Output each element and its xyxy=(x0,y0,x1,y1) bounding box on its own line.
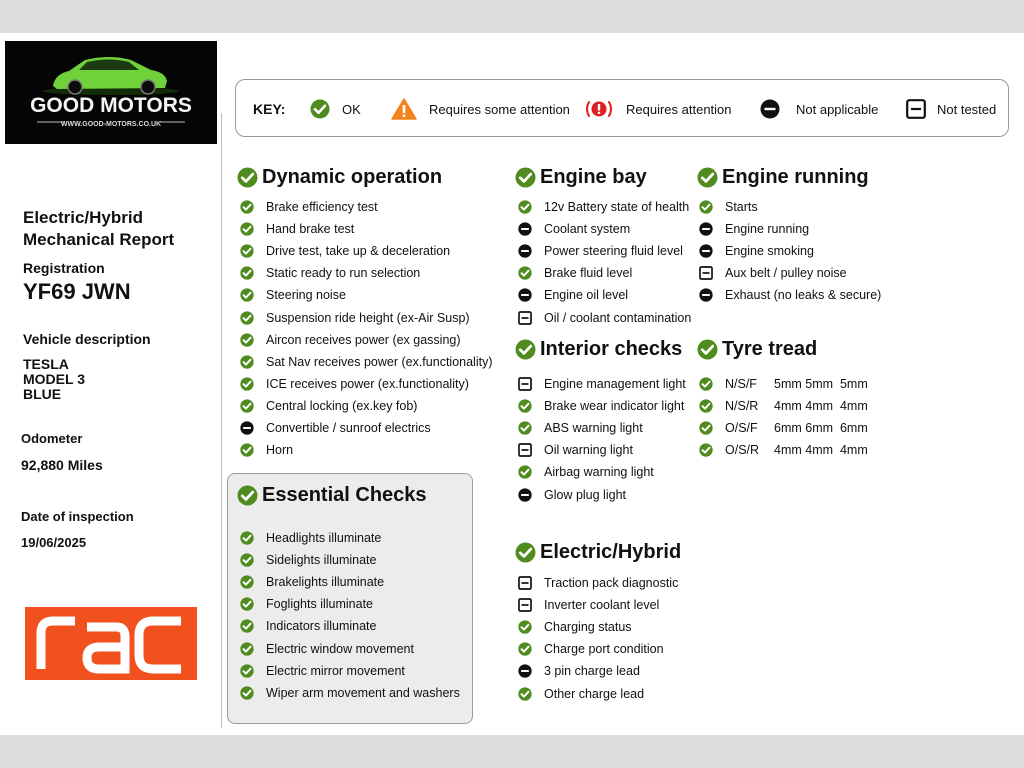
vehicle-colour: BLUE xyxy=(23,386,62,402)
not-tested-icon xyxy=(518,576,540,590)
check-label: Sidelights illuminate xyxy=(266,553,377,568)
check-row xyxy=(240,306,492,328)
engine-bay-list xyxy=(518,196,691,329)
tread-depth-values: 4mm 4mm 4mm xyxy=(774,399,868,414)
check-icon xyxy=(240,619,262,633)
check-row xyxy=(518,660,678,682)
check-row xyxy=(240,395,492,417)
check-row xyxy=(240,660,460,682)
check-row xyxy=(240,240,492,262)
inspection-date-label: Date of inspection xyxy=(21,509,134,524)
check-label: Glow plug light xyxy=(544,487,626,502)
check-row xyxy=(240,571,460,593)
check-row xyxy=(240,549,460,571)
column-divider xyxy=(221,113,222,728)
not-tested-icon xyxy=(518,443,540,457)
check-icon xyxy=(240,399,262,413)
electric-hybrid-title: Electric/Hybrid xyxy=(515,541,681,564)
check-label: Exhaust (no leaks & secure) xyxy=(725,288,882,303)
engine-running-list xyxy=(699,196,881,306)
check-label: Headlights illuminate xyxy=(266,531,382,546)
check-row xyxy=(518,395,686,417)
brand-text: GOOD MOTORS xyxy=(30,94,192,117)
check-icon xyxy=(240,288,262,302)
check-label: Drive test, take up & deceleration xyxy=(266,244,451,259)
check-icon xyxy=(699,421,721,435)
not-applicable-icon xyxy=(518,664,540,678)
vehicle-model: MODEL 3 xyxy=(23,371,85,387)
check-label: 3 pin charge lead xyxy=(544,664,640,679)
check-label: Starts xyxy=(725,200,758,215)
check-row xyxy=(699,240,881,262)
check-row xyxy=(240,373,492,395)
check-row xyxy=(518,306,691,328)
check-row xyxy=(699,196,881,218)
check-icon xyxy=(518,266,540,280)
not-applicable-icon xyxy=(240,421,262,435)
check-label: Static ready to run selection xyxy=(266,266,421,281)
check-label: Foglights illuminate xyxy=(266,597,373,612)
check-label: Convertible / sunroof electrics xyxy=(266,420,431,435)
check-icon xyxy=(240,311,262,325)
good-motors-logo xyxy=(5,41,217,144)
check-icon xyxy=(518,399,540,413)
key-attention-label: Requires attention xyxy=(626,101,732,117)
check-icon xyxy=(240,664,262,678)
check-row xyxy=(518,682,678,704)
check-icon xyxy=(240,222,262,236)
check-icon xyxy=(240,333,262,347)
check-label: ABS warning light xyxy=(544,421,643,436)
essential-checks-title: Essential Checks xyxy=(237,484,427,507)
vehicle-description-label: Vehicle description xyxy=(23,331,151,347)
check-row xyxy=(518,284,691,306)
not-applicable-icon xyxy=(518,488,540,502)
check-row xyxy=(518,262,691,284)
check-row xyxy=(240,593,460,615)
not-tested-icon xyxy=(518,377,540,391)
tread-depth-values: 6mm 6mm 6mm xyxy=(774,421,868,436)
check-label: Charge port condition xyxy=(544,642,664,657)
rac-logo xyxy=(25,607,197,680)
check-icon xyxy=(515,167,536,188)
warning-icon xyxy=(391,98,417,120)
key-some-attention xyxy=(391,80,570,138)
check-icon xyxy=(697,339,718,360)
check-row xyxy=(518,417,686,439)
check-row xyxy=(518,218,691,240)
not-tested-icon xyxy=(906,99,926,119)
check-row xyxy=(518,616,678,638)
check-label: Sat Nav receives power (ex.functionality) xyxy=(266,354,493,369)
check-row xyxy=(240,637,460,659)
tread-depth-values: 5mm 5mm 5mm xyxy=(774,377,868,392)
check-row xyxy=(699,373,868,395)
key-ok xyxy=(310,80,361,138)
interior-checks-title: Interior checks xyxy=(515,338,682,361)
check-label: Brakelights illuminate xyxy=(266,575,385,590)
electric-hybrid-list xyxy=(518,572,678,705)
check-label: Horn xyxy=(266,443,294,458)
tyre-tread-title: Tyre tread xyxy=(697,338,817,361)
interior-checks-list xyxy=(518,373,686,506)
registration-label: Registration xyxy=(23,260,105,276)
tread-depth-values: 4mm 4mm 4mm xyxy=(774,443,868,458)
car-logo-image xyxy=(5,41,217,144)
engine-bay-title: Engine bay xyxy=(515,166,647,189)
check-icon xyxy=(240,244,262,258)
check-icon xyxy=(240,355,262,369)
check-row xyxy=(699,218,881,240)
check-icon xyxy=(240,575,262,589)
key-attention xyxy=(584,80,732,138)
check-label: Charging status xyxy=(544,620,632,635)
check-icon xyxy=(240,686,262,700)
registration-value: YF69 JWN xyxy=(23,279,131,304)
inspection-date-value: 19/06/2025 xyxy=(21,535,87,550)
check-label: Steering noise xyxy=(266,288,346,303)
check-icon xyxy=(310,99,330,119)
key-not-tested-label: Not tested xyxy=(937,101,997,117)
not-applicable-icon xyxy=(518,222,540,236)
engine-running-title: Engine running xyxy=(697,166,869,189)
check-label: Indicators illuminate xyxy=(266,619,377,634)
check-label: Brake wear indicator light xyxy=(544,399,685,414)
check-row xyxy=(699,395,868,417)
check-row xyxy=(518,638,678,660)
check-icon xyxy=(518,620,540,634)
not-tested-icon xyxy=(518,598,540,612)
check-icon xyxy=(240,200,262,214)
check-icon xyxy=(518,200,540,214)
key-some-attention-label: Requires some attention xyxy=(429,101,570,117)
check-label: ICE receives power (ex.functionality) xyxy=(266,376,469,391)
check-row xyxy=(240,262,492,284)
check-icon xyxy=(697,167,718,188)
check-row xyxy=(240,196,492,218)
check-row xyxy=(240,527,460,549)
check-row xyxy=(699,439,868,461)
check-label: Brake fluid level xyxy=(544,266,633,281)
check-icon xyxy=(240,443,262,457)
check-label: Coolant system xyxy=(544,222,631,237)
check-row xyxy=(699,284,881,306)
check-label: O/S/F xyxy=(725,421,758,436)
check-row xyxy=(518,196,691,218)
vehicle-description xyxy=(23,357,85,402)
check-icon xyxy=(240,597,262,611)
check-label: Aux belt / pulley noise xyxy=(725,266,847,281)
check-icon xyxy=(240,266,262,280)
check-icon xyxy=(699,443,721,457)
website-text: WWW.GOOD-MOTORS.CO.UK xyxy=(60,121,162,128)
key-title: KEY: xyxy=(253,101,286,117)
check-row xyxy=(518,373,686,395)
rac-logo-image xyxy=(25,607,197,680)
vehicle-make: TESLA xyxy=(23,356,69,372)
check-label: Engine running xyxy=(725,222,810,237)
check-icon xyxy=(240,377,262,391)
check-label: O/S/R xyxy=(725,443,760,458)
key-ok-label: OK xyxy=(342,101,361,117)
check-icon xyxy=(240,553,262,567)
check-label: Other charge lead xyxy=(544,686,645,701)
check-label: Central locking (ex.key fob) xyxy=(266,398,418,413)
check-label: Wiper arm movement and washers xyxy=(266,685,460,700)
check-label: Traction pack diagnostic xyxy=(544,576,679,591)
check-label: Oil warning light xyxy=(544,443,633,458)
check-row xyxy=(518,594,678,616)
check-label: Airbag warning light xyxy=(544,465,654,480)
check-row xyxy=(518,240,691,262)
status-key xyxy=(235,79,1009,137)
essential-checks-list xyxy=(240,527,460,704)
check-label: N/S/F xyxy=(725,377,757,392)
check-row xyxy=(240,351,492,373)
check-label: Inverter coolant level xyxy=(544,598,660,613)
check-row xyxy=(240,439,492,461)
check-row xyxy=(518,461,686,483)
report-title-line1: Electric/Hybrid xyxy=(23,208,143,227)
check-label: Electric mirror movement xyxy=(266,663,405,678)
not-applicable-icon xyxy=(699,288,721,302)
odometer-value: 92,880 Miles xyxy=(21,457,103,473)
check-label: Engine smoking xyxy=(725,244,814,259)
check-row xyxy=(699,417,868,439)
dynamic-operation-title: Dynamic operation xyxy=(237,166,442,189)
check-icon xyxy=(515,542,536,563)
key-not-tested xyxy=(906,80,996,138)
not-tested-icon xyxy=(699,266,721,280)
report-sheet xyxy=(0,33,1024,735)
check-row xyxy=(518,572,678,594)
check-icon xyxy=(515,339,536,360)
check-label: Aircon receives power (ex gassing) xyxy=(266,332,461,347)
check-row xyxy=(240,615,460,637)
alert-icon xyxy=(584,98,614,120)
not-applicable-icon xyxy=(518,288,540,302)
check-icon xyxy=(240,642,262,656)
check-label: Power steering fluid level xyxy=(544,244,683,259)
check-icon xyxy=(240,531,262,545)
report-title-line2: Mechanical Report xyxy=(23,230,175,249)
not-applicable-icon xyxy=(518,244,540,258)
key-not-applicable-label: Not applicable xyxy=(796,101,879,117)
not-applicable-icon xyxy=(760,99,780,119)
not-applicable-icon xyxy=(699,244,721,258)
check-icon xyxy=(699,377,721,391)
check-row xyxy=(240,218,492,240)
not-applicable-icon xyxy=(699,222,721,236)
odometer-label: Odometer xyxy=(21,431,83,446)
check-label: N/S/R xyxy=(725,399,759,414)
check-row xyxy=(518,439,686,461)
check-row xyxy=(240,329,492,351)
check-icon xyxy=(699,200,721,214)
check-label: Brake efficiency test xyxy=(266,200,378,215)
check-row xyxy=(240,417,492,439)
check-row xyxy=(518,483,686,505)
check-icon xyxy=(518,642,540,656)
check-label: Suspension ride height (ex-Air Susp) xyxy=(266,310,470,325)
check-label: 12v Battery state of health xyxy=(544,200,690,215)
not-tested-icon xyxy=(518,311,540,325)
check-icon xyxy=(699,399,721,413)
check-icon xyxy=(237,167,258,188)
check-icon xyxy=(518,465,540,479)
dynamic-operation-list xyxy=(240,196,492,461)
check-label: Engine oil level xyxy=(544,288,629,303)
check-label: Engine management light xyxy=(544,377,686,392)
check-row xyxy=(240,284,492,306)
check-label: Hand brake test xyxy=(266,222,355,237)
check-icon xyxy=(518,687,540,701)
check-label: Electric window movement xyxy=(266,641,414,656)
key-not-applicable xyxy=(760,80,878,138)
check-row xyxy=(240,682,460,704)
tyre-tread-list xyxy=(699,373,868,461)
check-label: Oil / coolant contamination xyxy=(544,310,692,325)
check-icon xyxy=(518,421,540,435)
check-icon xyxy=(237,485,258,506)
check-row xyxy=(699,262,881,284)
